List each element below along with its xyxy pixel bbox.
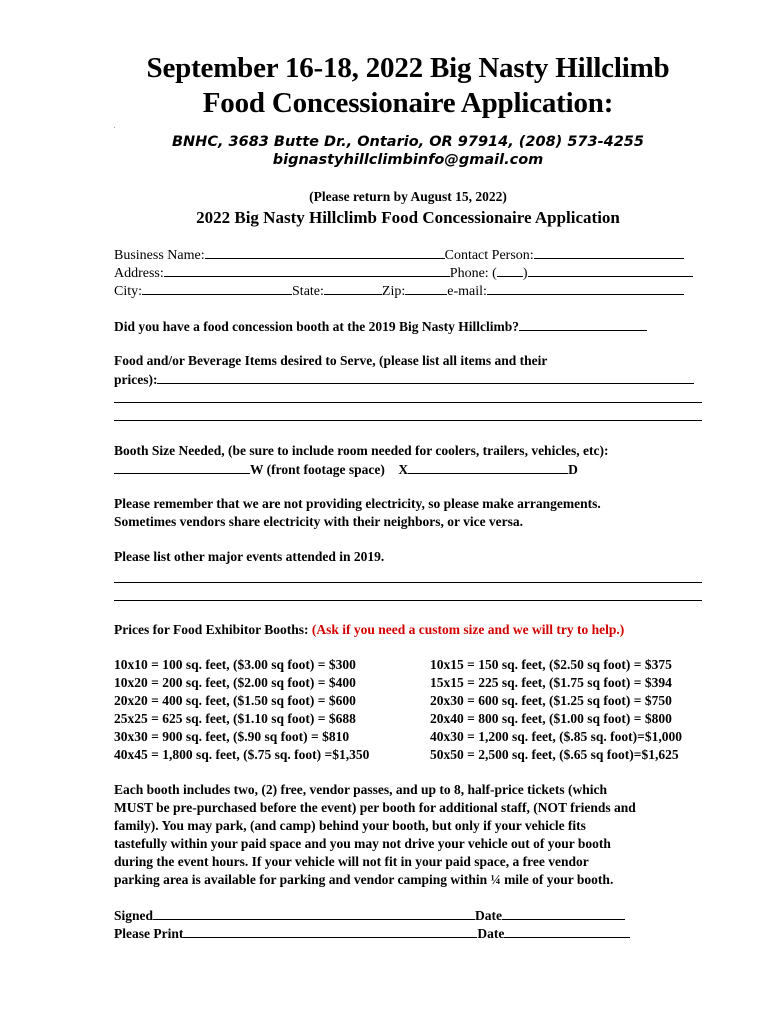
price-item: 30x30 = 900 sq. feet, ($.90 sq foot) = $810: [114, 729, 350, 744]
price-item: 20x20 = 400 sq. feet, ($1.50 sq foot) = $600: [114, 693, 356, 708]
price-list-right: [430, 656, 682, 764]
zip-field[interactable]: [405, 282, 447, 295]
email-label: e-mail:: [447, 284, 487, 299]
page-title-line-1: September 16-18, 2022 Big Nasty Hillclimb: [146, 52, 670, 84]
address-row: [114, 264, 693, 282]
price-list-left: [114, 656, 369, 764]
price-item: 20x30 = 600 sq. feet, ($1.25 sq foot) = $750: [430, 693, 672, 708]
prices-heading: [114, 622, 624, 638]
signature-date-field[interactable]: [502, 907, 625, 920]
info-line: MUST be pre-purchased before the event) per booth for additional staff, (NOT friends and: [114, 800, 636, 815]
signed-label: Signed: [114, 908, 154, 923]
signature-field[interactable]: [153, 907, 475, 920]
zip-label: Zip:: [381, 284, 406, 299]
business-name-label: Business Name:: [114, 248, 205, 263]
return-deadline: (Please return by August 15, 2022): [309, 189, 507, 204]
address-label: Address:: [114, 266, 164, 281]
info-line: parking area is available for parking and vendor camping within ¼ mile of your booth.: [114, 872, 614, 887]
previous-booth-question: [114, 318, 647, 335]
items-question-line-2: [114, 371, 694, 388]
previous-booth-label: Did you have a food concession booth at the 2019 Big Nasty Hillclimb?: [114, 319, 520, 334]
items-label: prices):: [114, 372, 158, 387]
print-name-row: [114, 925, 630, 942]
signature-row: [114, 907, 625, 924]
x-label: X: [398, 462, 409, 477]
price-item: 25x25 = 625 sq. feet, ($1.10 sq foot) = $688: [114, 711, 356, 726]
depth-label: D: [568, 462, 578, 477]
price-item: 20x40 = 800 sq. feet, ($1.00 sq foot) = $800: [430, 711, 672, 726]
electricity-note-line-1: Please remember that we are not providing electricity, so please make arrangements.: [114, 496, 601, 511]
state-label: State:: [292, 284, 324, 299]
business-name-row: [114, 246, 684, 264]
price-item: 10x10 = 100 sq. feet, ($3.00 sq foot) = $300: [114, 657, 356, 672]
phone-area-code-field[interactable]: [497, 264, 523, 277]
address-field[interactable]: [164, 264, 450, 277]
print-label: Please Print: [114, 926, 184, 941]
phone-paren: ): [522, 266, 528, 281]
contact-person-label: Contact Person:: [444, 248, 534, 263]
electricity-note-line-2: Sometimes vendors share electricity with their neighbors, or vice versa.: [114, 514, 524, 529]
booth-size-question: Booth Size Needed, (be sure to include room needed for coolers, trailers, vehicles, etc):: [114, 443, 609, 458]
events-line-2[interactable]: [114, 600, 702, 601]
print-date-field[interactable]: [504, 925, 630, 938]
organizer-contact-line: BNHC, 3683 Butte Dr., Ontario, OR 97914, (208) 573-4255: [172, 134, 644, 150]
booth-depth-field[interactable]: [408, 461, 568, 474]
info-line: tastefully within your paid space and you may not drive your vehicle out of your booth: [114, 836, 611, 851]
previous-booth-field[interactable]: [519, 318, 647, 331]
stray-dot: .: [114, 124, 116, 130]
info-line: Each booth includes two, (2) free, vendor passes, and up to 8, half-price tickets (which: [114, 782, 608, 797]
custom-size-note: (Ask if you need a custom size and we will try to help.): [311, 622, 625, 637]
date-label: Date: [475, 908, 503, 923]
price-item: 15x15 = 225 sq. feet, ($1.75 sq foot) = $394: [430, 675, 672, 690]
price-item: 40x45 = 1,800 sq. feet, ($.75 sq. foot) =$1,350: [114, 747, 370, 762]
phone-field[interactable]: [528, 264, 693, 277]
booth-size-row: [114, 461, 578, 478]
price-item: 50x50 = 2,500 sq. feet, ($.65 sq foot)=$1,625: [430, 747, 679, 762]
info-line: family). You may park, (and camp) behind your booth, but only if your vehicle fits: [114, 818, 586, 833]
booth-width-field[interactable]: [114, 461, 250, 474]
organizer-email: bignastyhillclimbinfo@gmail.com: [272, 152, 544, 168]
items-question-line-1: Food and/or Beverage Items desired to Serve, (please list all items and their: [114, 353, 548, 368]
width-label: W (front footage space): [250, 462, 385, 477]
items-line-2[interactable]: [114, 402, 702, 403]
city-row: [114, 282, 684, 300]
business-name-field[interactable]: [205, 246, 445, 259]
events-question: Please list other major events attended in 2019.: [114, 549, 385, 564]
info-line: during the event hours. If your vehicle will not fit in your paid space, a free vendor: [114, 854, 589, 869]
price-item: 10x20 = 200 sq. feet, ($2.00 sq foot) = $400: [114, 675, 356, 690]
price-item: 40x30 = 1,200 sq. feet, ($.85 sq. foot)=$1,000: [430, 729, 682, 744]
city-field[interactable]: [142, 282, 292, 295]
price-item: 10x15 = 150 sq. feet, ($2.50 sq foot) = $375: [430, 657, 672, 672]
form-subtitle: 2022 Big Nasty Hillclimb Food Concessionaire Application: [196, 208, 620, 227]
email-field[interactable]: [487, 282, 684, 295]
city-label: City:: [114, 284, 143, 299]
page-title-line-2: Food Concessionaire Application:: [202, 87, 614, 119]
prices-heading-label: Prices for Food Exhibitor Booths:: [114, 622, 312, 637]
state-field[interactable]: [324, 282, 382, 295]
items-line-3[interactable]: [114, 420, 702, 421]
contact-person-field[interactable]: [534, 246, 684, 259]
items-field[interactable]: [157, 371, 694, 384]
print-name-field[interactable]: [183, 925, 477, 938]
events-line-1[interactable]: [114, 582, 702, 583]
phone-label: Phone: (: [449, 266, 497, 281]
print-date-label: Date: [477, 926, 505, 941]
booth-info-paragraph: [114, 781, 636, 889]
